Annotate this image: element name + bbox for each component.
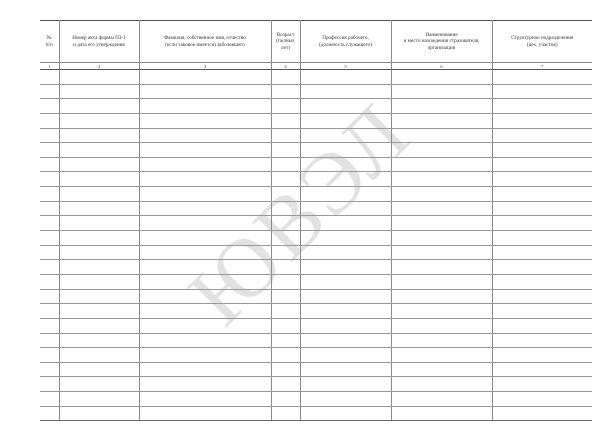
table-row	[40, 201, 592, 216]
table-row	[40, 143, 592, 158]
table-cell[interactable]	[139, 406, 271, 421]
table-row	[40, 392, 592, 407]
table-cell[interactable]	[40, 274, 59, 289]
table-cell[interactable]	[492, 216, 592, 231]
column-number: 7	[492, 63, 592, 70]
table-cell[interactable]	[271, 260, 300, 275]
table-cell[interactable]	[492, 406, 592, 421]
table-cell[interactable]	[40, 377, 59, 392]
table-cell[interactable]	[139, 231, 271, 246]
header-cell-number: № п/п	[40, 21, 59, 63]
table-cell[interactable]	[271, 362, 300, 377]
header-cell-age: Возраст (полных лет)	[271, 21, 300, 63]
table-cell[interactable]	[139, 245, 271, 260]
table-cell[interactable]	[271, 84, 300, 99]
table-cell[interactable]	[391, 143, 492, 158]
watermark: ЮВЭЛ	[170, 83, 430, 343]
table-row	[40, 289, 592, 304]
table-cell[interactable]	[40, 333, 59, 348]
table-cell[interactable]	[391, 260, 492, 275]
register-body	[40, 70, 592, 421]
table-cell[interactable]	[59, 113, 139, 128]
column-number-row	[40, 63, 592, 70]
table-cell[interactable]	[59, 245, 139, 260]
table-cell[interactable]	[40, 201, 59, 216]
table-cell[interactable]	[300, 187, 391, 202]
table-cell[interactable]	[492, 274, 592, 289]
table-cell[interactable]	[59, 231, 139, 246]
table-cell[interactable]	[271, 216, 300, 231]
table-cell[interactable]	[492, 70, 592, 85]
table-cell[interactable]	[139, 143, 271, 158]
table-cell[interactable]	[391, 172, 492, 187]
table-cell[interactable]	[40, 348, 59, 363]
header-row	[40, 21, 592, 63]
table-cell[interactable]	[300, 201, 391, 216]
column-number: 6	[391, 63, 492, 70]
table-cell[interactable]	[300, 348, 391, 363]
table-cell[interactable]	[40, 113, 59, 128]
table-cell[interactable]	[40, 231, 59, 246]
table-cell[interactable]	[40, 304, 59, 319]
table-cell[interactable]	[59, 70, 139, 85]
table-cell[interactable]	[492, 318, 592, 333]
table-cell[interactable]	[271, 245, 300, 260]
table-cell[interactable]	[391, 245, 492, 260]
table-cell[interactable]	[271, 333, 300, 348]
table-cell[interactable]	[139, 113, 271, 128]
table-cell[interactable]	[139, 289, 271, 304]
table-cell[interactable]	[300, 274, 391, 289]
table-cell[interactable]	[492, 157, 592, 172]
table-cell[interactable]	[40, 392, 59, 407]
table-cell[interactable]	[139, 157, 271, 172]
table-cell[interactable]	[391, 362, 492, 377]
table-row	[40, 187, 592, 202]
table-cell[interactable]	[300, 113, 391, 128]
table-cell[interactable]	[300, 84, 391, 99]
table-row	[40, 157, 592, 172]
table-cell[interactable]	[300, 231, 391, 246]
table-cell[interactable]	[492, 99, 592, 114]
column-number: 3	[139, 63, 271, 70]
table-cell[interactable]	[139, 187, 271, 202]
table-cell[interactable]	[40, 406, 59, 421]
table-cell[interactable]	[139, 348, 271, 363]
table-cell[interactable]	[391, 128, 492, 143]
table-cell[interactable]	[59, 128, 139, 143]
table-cell[interactable]	[139, 84, 271, 99]
table-cell[interactable]	[40, 157, 59, 172]
table-cell[interactable]	[391, 304, 492, 319]
table-cell[interactable]	[391, 318, 492, 333]
table-row	[40, 274, 592, 289]
table-cell[interactable]	[59, 377, 139, 392]
table-cell[interactable]	[59, 362, 139, 377]
table-cell[interactable]	[300, 318, 391, 333]
table-cell[interactable]	[139, 216, 271, 231]
table-cell[interactable]	[300, 362, 391, 377]
table-cell[interactable]	[139, 377, 271, 392]
table-cell[interactable]	[391, 274, 492, 289]
table-row	[40, 128, 592, 143]
table-cell[interactable]	[271, 289, 300, 304]
table-cell[interactable]	[492, 304, 592, 319]
header-cell-full-name: Фамилия, собственное имя, отчество (если таковое имеется) заболевшего	[139, 21, 271, 63]
table-cell[interactable]	[391, 70, 492, 85]
table-row	[40, 260, 592, 275]
table-cell[interactable]	[271, 143, 300, 158]
table-row	[40, 84, 592, 99]
table-row	[40, 318, 592, 333]
table-cell[interactable]	[59, 348, 139, 363]
occupational-disease-register-table	[40, 20, 592, 421]
table-cell[interactable]	[271, 406, 300, 421]
table-cell[interactable]	[139, 70, 271, 85]
table-cell[interactable]	[40, 260, 59, 275]
table-cell[interactable]	[139, 304, 271, 319]
table-cell[interactable]	[59, 84, 139, 99]
table-row	[40, 333, 592, 348]
table-cell[interactable]	[300, 128, 391, 143]
table-cell[interactable]	[492, 245, 592, 260]
table-cell[interactable]	[391, 187, 492, 202]
table-cell[interactable]	[492, 348, 592, 363]
table-cell[interactable]	[300, 157, 391, 172]
table-cell[interactable]	[492, 289, 592, 304]
table-cell[interactable]	[391, 392, 492, 407]
table-cell[interactable]	[40, 84, 59, 99]
table-row	[40, 231, 592, 246]
table-row	[40, 362, 592, 377]
table-cell[interactable]	[300, 70, 391, 85]
table-row	[40, 70, 592, 85]
table-cell[interactable]	[139, 99, 271, 114]
table-cell[interactable]	[59, 157, 139, 172]
table-cell[interactable]	[59, 406, 139, 421]
table-cell[interactable]	[492, 187, 592, 202]
table-cell[interactable]	[59, 216, 139, 231]
table-row	[40, 348, 592, 363]
table-cell[interactable]	[139, 318, 271, 333]
table-cell[interactable]	[139, 172, 271, 187]
header-cell-employer: Наименование и место нахождения страхователя, организации	[391, 21, 492, 63]
table-cell[interactable]	[391, 99, 492, 114]
table-cell[interactable]	[40, 362, 59, 377]
table-cell[interactable]	[300, 260, 391, 275]
register-sheet	[40, 20, 592, 421]
table-cell[interactable]	[271, 128, 300, 143]
table-row	[40, 216, 592, 231]
table-cell[interactable]	[300, 333, 391, 348]
table-row	[40, 172, 592, 187]
table-cell[interactable]	[391, 377, 492, 392]
table-cell[interactable]	[40, 245, 59, 260]
table-cell[interactable]	[40, 187, 59, 202]
table-cell[interactable]	[492, 362, 592, 377]
table-cell[interactable]	[59, 201, 139, 216]
table-cell[interactable]	[271, 113, 300, 128]
table-cell[interactable]	[492, 113, 592, 128]
column-number: 5	[300, 63, 391, 70]
table-cell[interactable]	[59, 392, 139, 407]
table-cell[interactable]	[40, 128, 59, 143]
table-cell[interactable]	[40, 318, 59, 333]
table-cell[interactable]	[59, 187, 139, 202]
table-cell[interactable]	[271, 318, 300, 333]
table-cell[interactable]	[271, 274, 300, 289]
table-cell[interactable]	[139, 201, 271, 216]
table-cell[interactable]	[271, 172, 300, 187]
table-cell[interactable]	[391, 333, 492, 348]
table-row	[40, 99, 592, 114]
table-cell[interactable]	[492, 201, 592, 216]
table-cell[interactable]	[139, 362, 271, 377]
table-cell[interactable]	[139, 333, 271, 348]
table-cell[interactable]	[391, 113, 492, 128]
table-cell[interactable]	[492, 333, 592, 348]
table-cell[interactable]	[139, 392, 271, 407]
table-cell[interactable]	[391, 84, 492, 99]
table-cell[interactable]	[300, 245, 391, 260]
table-cell[interactable]	[391, 289, 492, 304]
table-cell[interactable]	[271, 231, 300, 246]
table-cell[interactable]	[271, 377, 300, 392]
table-cell[interactable]	[271, 201, 300, 216]
table-cell[interactable]	[271, 70, 300, 85]
table-cell[interactable]	[59, 274, 139, 289]
table-cell[interactable]	[492, 377, 592, 392]
table-cell[interactable]	[139, 128, 271, 143]
table-cell[interactable]	[300, 304, 391, 319]
table-row	[40, 304, 592, 319]
table-cell[interactable]	[271, 304, 300, 319]
table-cell[interactable]	[300, 392, 391, 407]
table-cell[interactable]	[492, 172, 592, 187]
table-cell[interactable]	[300, 289, 391, 304]
table-cell[interactable]	[40, 99, 59, 114]
table-cell[interactable]	[40, 143, 59, 158]
table-cell[interactable]	[271, 348, 300, 363]
table-cell[interactable]	[492, 143, 592, 158]
column-number: 2	[59, 63, 139, 70]
table-cell[interactable]	[391, 348, 492, 363]
table-cell[interactable]	[492, 392, 592, 407]
table-cell[interactable]	[139, 260, 271, 275]
table-row	[40, 406, 592, 421]
table-cell[interactable]	[300, 406, 391, 421]
table-row	[40, 377, 592, 392]
table-cell[interactable]	[300, 377, 391, 392]
table-cell[interactable]	[59, 143, 139, 158]
table-cell[interactable]	[59, 304, 139, 319]
table-cell[interactable]	[59, 318, 139, 333]
table-cell[interactable]	[391, 231, 492, 246]
table-cell[interactable]	[300, 216, 391, 231]
table-cell[interactable]	[391, 157, 492, 172]
table-cell[interactable]	[391, 216, 492, 231]
table-cell[interactable]	[271, 99, 300, 114]
table-cell[interactable]	[59, 172, 139, 187]
table-cell[interactable]	[492, 260, 592, 275]
table-cell[interactable]	[59, 260, 139, 275]
table-cell[interactable]	[40, 172, 59, 187]
table-cell[interactable]	[300, 99, 391, 114]
table-row	[40, 245, 592, 260]
table-cell[interactable]	[300, 172, 391, 187]
table-cell[interactable]	[40, 289, 59, 304]
table-cell[interactable]	[391, 406, 492, 421]
table-cell[interactable]	[492, 128, 592, 143]
table-cell[interactable]	[300, 143, 391, 158]
column-number: 4	[271, 63, 300, 70]
table-row	[40, 113, 592, 128]
table-cell[interactable]	[271, 187, 300, 202]
table-cell[interactable]	[271, 157, 300, 172]
table-cell[interactable]	[271, 392, 300, 407]
column-number: 1	[40, 63, 59, 70]
header-cell-profession: Профессия рабочего, (должность служащего)	[300, 21, 391, 63]
table-cell[interactable]	[59, 289, 139, 304]
table-cell[interactable]	[40, 216, 59, 231]
table-cell[interactable]	[492, 231, 592, 246]
table-cell[interactable]	[492, 84, 592, 99]
header-cell-act: Номер акта формы ПЗ-1 и дата его утверждения	[59, 21, 139, 63]
table-cell[interactable]	[40, 70, 59, 85]
table-cell[interactable]	[139, 274, 271, 289]
header-cell-subdivision: Структурное подразделение (цех, участок)	[492, 21, 592, 63]
table-cell[interactable]	[391, 201, 492, 216]
table-cell[interactable]	[59, 333, 139, 348]
table-cell[interactable]	[59, 99, 139, 114]
